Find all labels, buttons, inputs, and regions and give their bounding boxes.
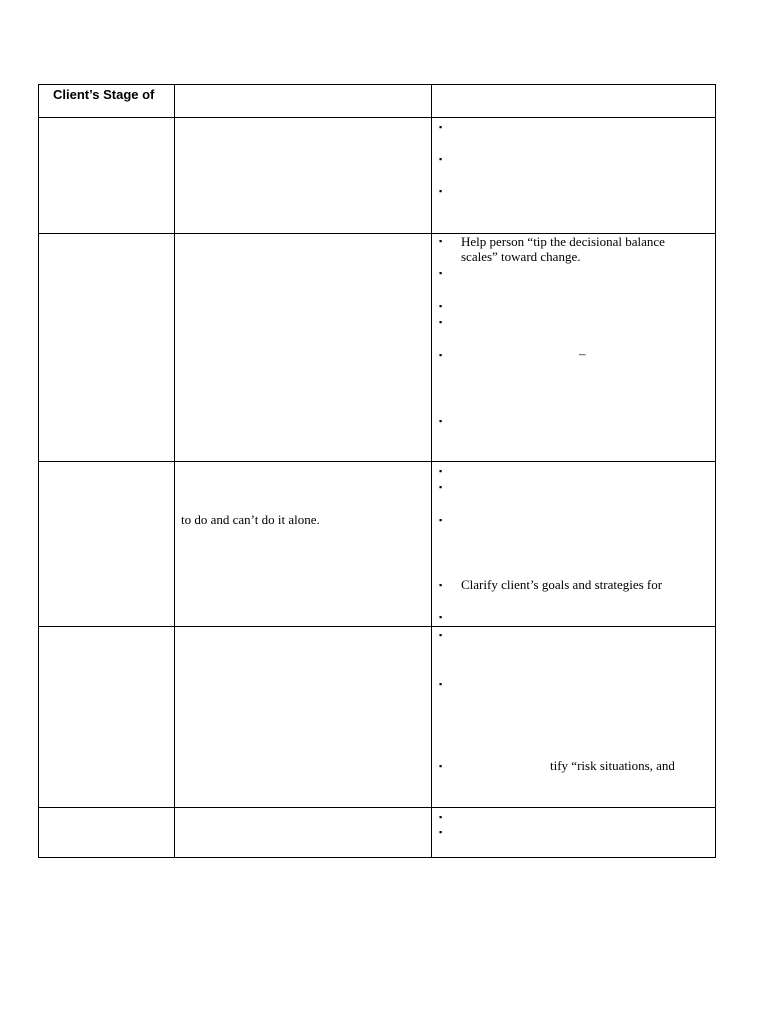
list-item: – [579,346,586,361]
bullet-icon: ▪ [439,630,443,640]
strategies-cell [432,462,716,627]
table-header-row [39,85,716,118]
bullet-icon: ▪ [439,580,443,590]
header-stage-label: Client’s Stage of [53,87,155,102]
bullet-icon: ▪ [439,827,443,837]
bullet-icon: ▪ [439,761,443,771]
bullet-icon: ▪ [439,416,443,426]
bullet-icon: ▪ [439,122,443,132]
table-row [39,808,716,858]
stage-cell [39,627,175,808]
bullet-icon: ▪ [439,350,443,360]
bullet-icon: ▪ [439,679,443,689]
bullet-icon: ▪ [439,812,443,822]
table-row [39,234,716,462]
bullet-icon: ▪ [439,466,443,476]
header-cell-3 [432,85,716,118]
table-row [39,627,716,808]
stage-cell [39,462,175,627]
description-cell [175,462,432,627]
description-cell [175,808,432,858]
list-item: Clarify client’s goals and strategies for [461,577,663,592]
list-item: Help person “tip the decisional balance [461,234,665,249]
bullet-icon: ▪ [439,268,443,278]
description-cell [175,118,432,234]
stages-of-change-table [38,84,716,858]
header-cell-stage [39,85,175,118]
bullet-icon: ▪ [439,236,443,246]
strategies-cell [432,627,716,808]
bullet-icon: ▪ [439,515,443,525]
strategies-cell [432,118,716,234]
bullet-icon: ▪ [439,317,443,327]
strategies-cell [432,808,716,858]
stage-cell [39,118,175,234]
bullet-icon: ▪ [439,154,443,164]
table-row [39,118,716,234]
bullet-icon: ▪ [439,186,443,196]
table-row [39,462,716,627]
description-cell [175,234,432,462]
stage-cell [39,234,175,462]
list-item: tify “risk situations, and [550,758,675,773]
bullet-icon: ▪ [439,301,443,311]
bullet-icon: ▪ [439,482,443,492]
stage-cell [39,808,175,858]
description-cell [175,627,432,808]
strategies-cell [432,234,716,462]
description-text: to do and can’t do it alone. [181,512,320,527]
list-item-continuation: scales” toward change. [461,249,581,264]
bullet-icon: ▪ [439,612,443,622]
header-cell-2 [175,85,432,118]
